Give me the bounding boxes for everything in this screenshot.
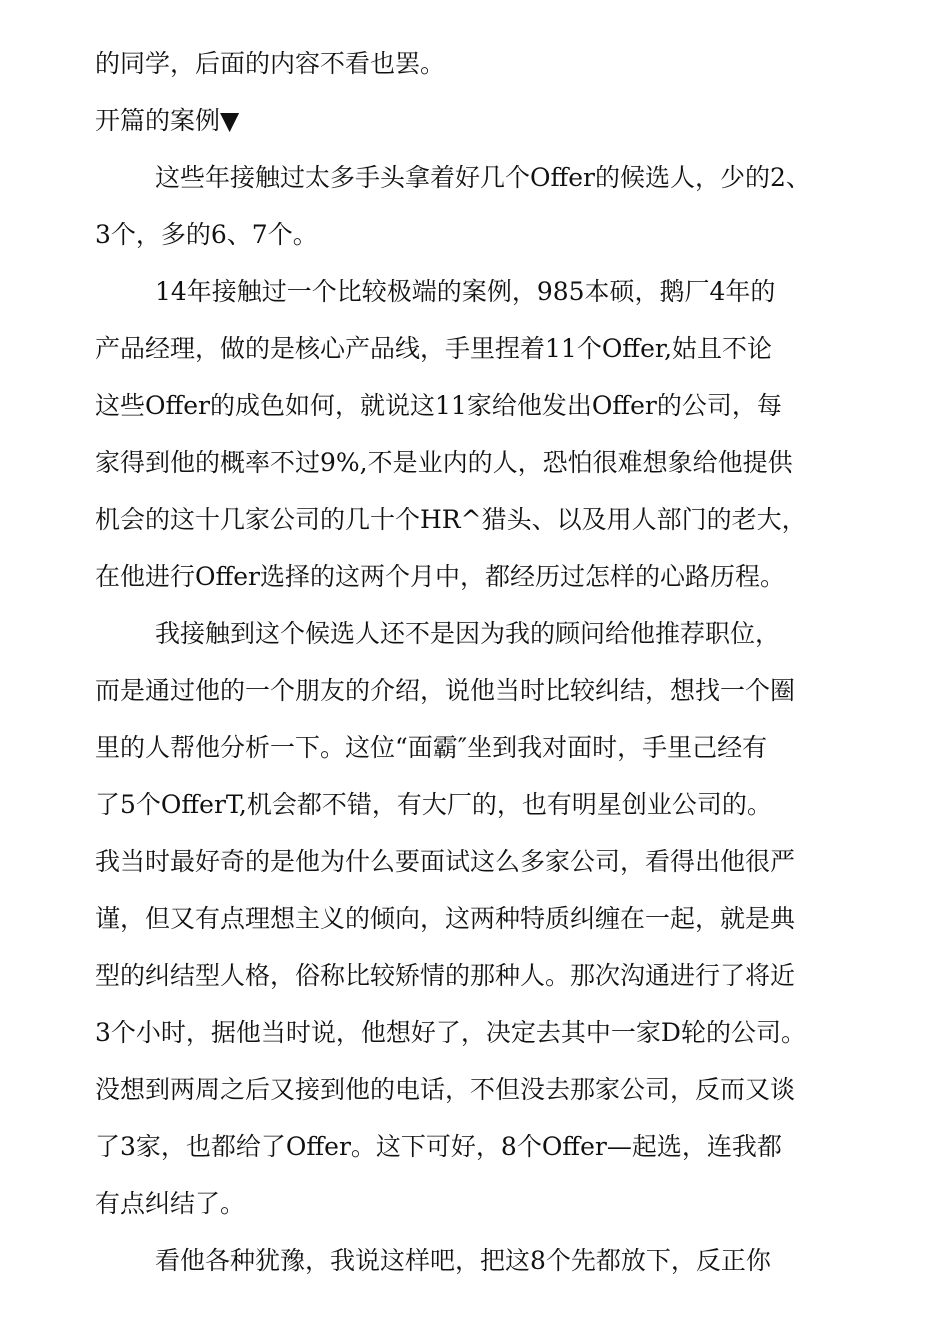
text-line-15: 我当时最好奇的是他为什么要面试这么多家公司，看得出他很严: [95, 847, 796, 876]
text-line-22: 看他各种犹豫，我说这样吧，把这8个先都放下，反正你: [155, 1246, 771, 1275]
text-line-16: 谨，但又有点理想主义的倾向，这两种特质纠缠在一起，就是典: [95, 904, 796, 933]
text-line-1: 的同学，后面的内容不看也罢。: [95, 49, 446, 78]
text-line-6: 产品经理，做的是核心产品线，手里捏着11个Offer,姑且不论: [95, 334, 773, 363]
text-line-20: 了3家，也都给了Offer。这下可好，8个Offer—起选，连我都: [95, 1132, 782, 1161]
text-line-7: 这些Offer的成色如何，就说这11家给他发出Offer的公司，每: [95, 391, 782, 420]
text-line-12: 而是通过他的一个朋友的介绍，说他当时比较纠结，想找一个圈: [95, 676, 796, 705]
text-line-18: 3个小时，据他当时说，他想好了，决定去其中一家D轮的公司。: [95, 1018, 806, 1047]
text-line-10: 在他进行Offer选择的这两个月中，都经历过怎样的心路历程。: [95, 562, 786, 591]
text-line-13: 里的人帮他分析一下。这位“面霸″坐到我对面时，手里己经有: [95, 733, 768, 762]
text-line-9: 机会的这十几家公司的几十个HR^猎头、以及用人部门的老大，: [95, 505, 807, 534]
text-line-4: 3个，多的6、7个。: [95, 220, 318, 249]
section-heading: 开篇的案例▼: [95, 106, 240, 135]
text-line-8: 家得到他的概率不过9%,不是业内的人，恐怕很难想象给他提供: [95, 448, 793, 477]
text-line-14: 了5个OfferT,机会都不错，有大厂的，也有明星创业公司的。: [95, 790, 772, 819]
text-line-19: 没想到两周之后又接到他的电话，不但没去那家公司，反而又谈: [95, 1075, 796, 1104]
text-line-3: 这些年接触过太多手头拿着好几个Offer的候选人，少的2、: [155, 163, 811, 192]
text-line-5: 14年接触过一个比较极端的案例，985本硕，鹅厂4年的: [155, 277, 776, 306]
text-line-17: 型的纠结型人格，俗称比较矫情的那种人。那次沟通进行了将近: [95, 961, 796, 990]
text-line-21: 有点纠结了。: [95, 1189, 246, 1218]
text-line-11: 我接触到这个候选人还不是因为我的顾问给他推荐职位，: [155, 619, 781, 648]
